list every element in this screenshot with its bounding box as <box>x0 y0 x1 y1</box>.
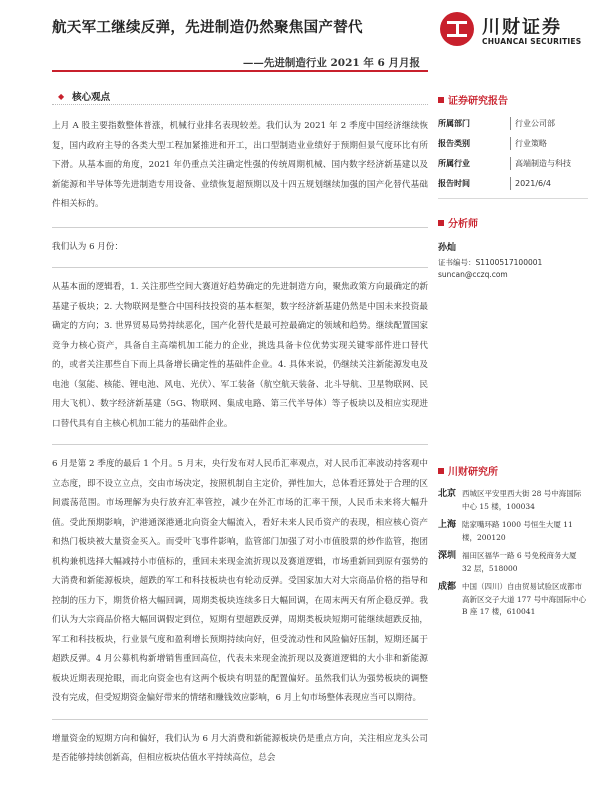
analyst-email[interactable]: suncan@cczq.com <box>438 270 508 279</box>
paragraph-june-intro: 我们认为 6 月份： <box>52 241 124 252</box>
brand-mark-icon <box>440 12 474 46</box>
paragraph-fundamentals: 从基本面的逻辑看，1. 关注那些空间大赛道好趋势确定的先进制造方向，聚焦政策方向最确定的新基建子板块；2. 大物联网是整合中国科技投资的基本框架，数字经济新基建仍然是中国未来投资最确定的方向；3. 世界贸易局势持续恶化，国产化替代是最可控最确定的领域和趋势。继续配置国家竞争力核心资产，具备自主高端机加工能力的企业，挑选具备卡位优势实现关键零部件进口替代的，或者关注那些自下而上具备增长确定性的基础件企业。4. 具体来说，仍继续关注新能源发电及电池（氢能、核能、锂电池、风电、光伏）、军工装备（航空航天装备、北斗导航、卫星物联网、民用大飞机）、数字经济新基建（5G、物联网、集成电路、第三代半导体）等子板块以及相应实现进口替代具有自主核心机加工能力的基础件企业。 <box>52 282 428 429</box>
info-row-date: 报告时间 2021/6/4 <box>438 179 551 188</box>
brand-logo <box>440 12 590 56</box>
sidebar-divider <box>438 198 588 199</box>
paragraph-divider <box>52 227 428 228</box>
sidebar-spacer <box>438 281 588 463</box>
info-row-department: 所属部门 行业公司部 <box>438 119 555 128</box>
analyst-license: 证书编号：S1100517100001 <box>438 258 543 267</box>
brand-name-en: CHUANCAI SECURITIES <box>482 37 582 46</box>
report-title: 航天军工继续反弹，先进制造仍然聚焦国产替代 <box>52 19 363 36</box>
office-chengdu: 成都 中国（四川）自由贸易试验区成都市高新区交子大道 177 号中海国际中心 B 座 17 楼，610041 <box>438 582 587 616</box>
report-subtitle: ——先进制造行业 2021 年 6 月月报 <box>242 57 420 69</box>
paragraph-fund-flow: 增量资金的短期方向和偏好，我们认为 6 月大消费和新能源板块仍是重点方向，关注相应龙头公司是否能够持续创新高，但相应板块估值水平持续高位，总会 <box>52 733 428 763</box>
institute-heading: 川财研究所 <box>438 463 588 478</box>
brand-name-cn: 川财证券 <box>482 17 562 38</box>
diamond-icon: ◆ <box>58 91 65 101</box>
office-shenzhen: 深圳 福田区福华一路 6 号免税商务大厦 32 层，518000 <box>438 551 577 573</box>
core-view-title: 核心观点 <box>72 92 111 103</box>
core-view-heading <box>52 88 428 105</box>
analyst-heading: 分析师 <box>438 215 588 230</box>
header-divider <box>52 70 428 72</box>
square-bullet-icon <box>438 220 444 226</box>
paragraph-market-review: 6 月是第 2 季度的最后 1 个月。5 月末，央行发布对人民币汇率观点，对人民币汇率波动持客观中立态度，即不设立立点，交由市场决定，按照机制自主定价，弹性加大，总体看还算处于合理的区间震荡范围。市场理解为央行放弃汇率管控，减少在外汇市场的汇率干预，人民币未来将大幅升值。受此预期影响，沪港通深港通北向资金大幅流入，看好未来人民币资产的表现，相应核心资产和热门板块被大量资金买入。而受叶飞事件影响，监管部门加强了对小市值股票的炒作监管，抱团机构兼机选择大幅减持小市值标的，重回未来现金流折现以及赛道逻辑，市场重新回到原有强势的大消费和新能源板块，超跌的军工和科技板块也有轮动反弹。受国家加大对大宗商品价格的指导和控制的压力下，期货价格大幅回调，周期类板块连续多日大幅回调，在周末两天有所企稳反弹。我们认为大宗商品价格大幅回调假定到位，短期有望超跌反弹，周期类板块短期可能继续超跌反抽，军工和科技板块，行业景气度和盈利增长预期持续向好，但受流动性和风险偏好压制，短期还属于超跌反弹。4 月公募机构新增销售重回高位，代表未来现金流折现以及赛道逻辑的大小非和新能源板块近期表现抢眼，而北向资金也有这两个板块有明显的配置偏好。虽然我们认为强势板块的调整没有完成，但受短期资金偏好带来的情绪和赚钱效应影响，6 月上旬市场整体表现应当可以期待。 <box>52 459 428 703</box>
paragraph-divider <box>52 267 428 268</box>
square-bullet-icon <box>438 468 444 474</box>
info-row-category: 报告类别 行业策略 <box>438 139 547 148</box>
office-shanghai: 上海 陆家嘴环路 1000 号恒生大厦 11 楼，200120 <box>438 520 573 542</box>
paragraph-divider <box>52 719 428 720</box>
report-heading: 证券研究报告 <box>438 92 588 107</box>
sidebar <box>438 92 588 625</box>
info-row-industry: 所属行业 高端制造与科技 <box>438 159 571 168</box>
analyst-name: 孙灿 <box>438 243 457 253</box>
paragraph-summary: 上月 A 股主要指数整体普涨，机械行业排名表现较差。我们认为 2021 年 2 季度中国经济继续恢复，国内政府主导的各类大型工程加紧推进和开工，出口型制造业业绩好于预期但景气度环比有所下滑。从基本面的角度，2021 年仍重点关注确定性强的传统周期机械、国内数字经济新基建以及新能源和半导体等先进制造专用设备、业绩恢复超预期以及十四五规划继续加强的国产化替代基础件相关标的。 <box>52 121 428 209</box>
main-content <box>52 88 428 779</box>
paragraph-divider <box>52 444 428 445</box>
square-bullet-icon <box>438 97 444 103</box>
office-beijing: 北京 西城区平安里西大街 28 号中海国际中心 15 楼，100034 <box>438 489 582 511</box>
